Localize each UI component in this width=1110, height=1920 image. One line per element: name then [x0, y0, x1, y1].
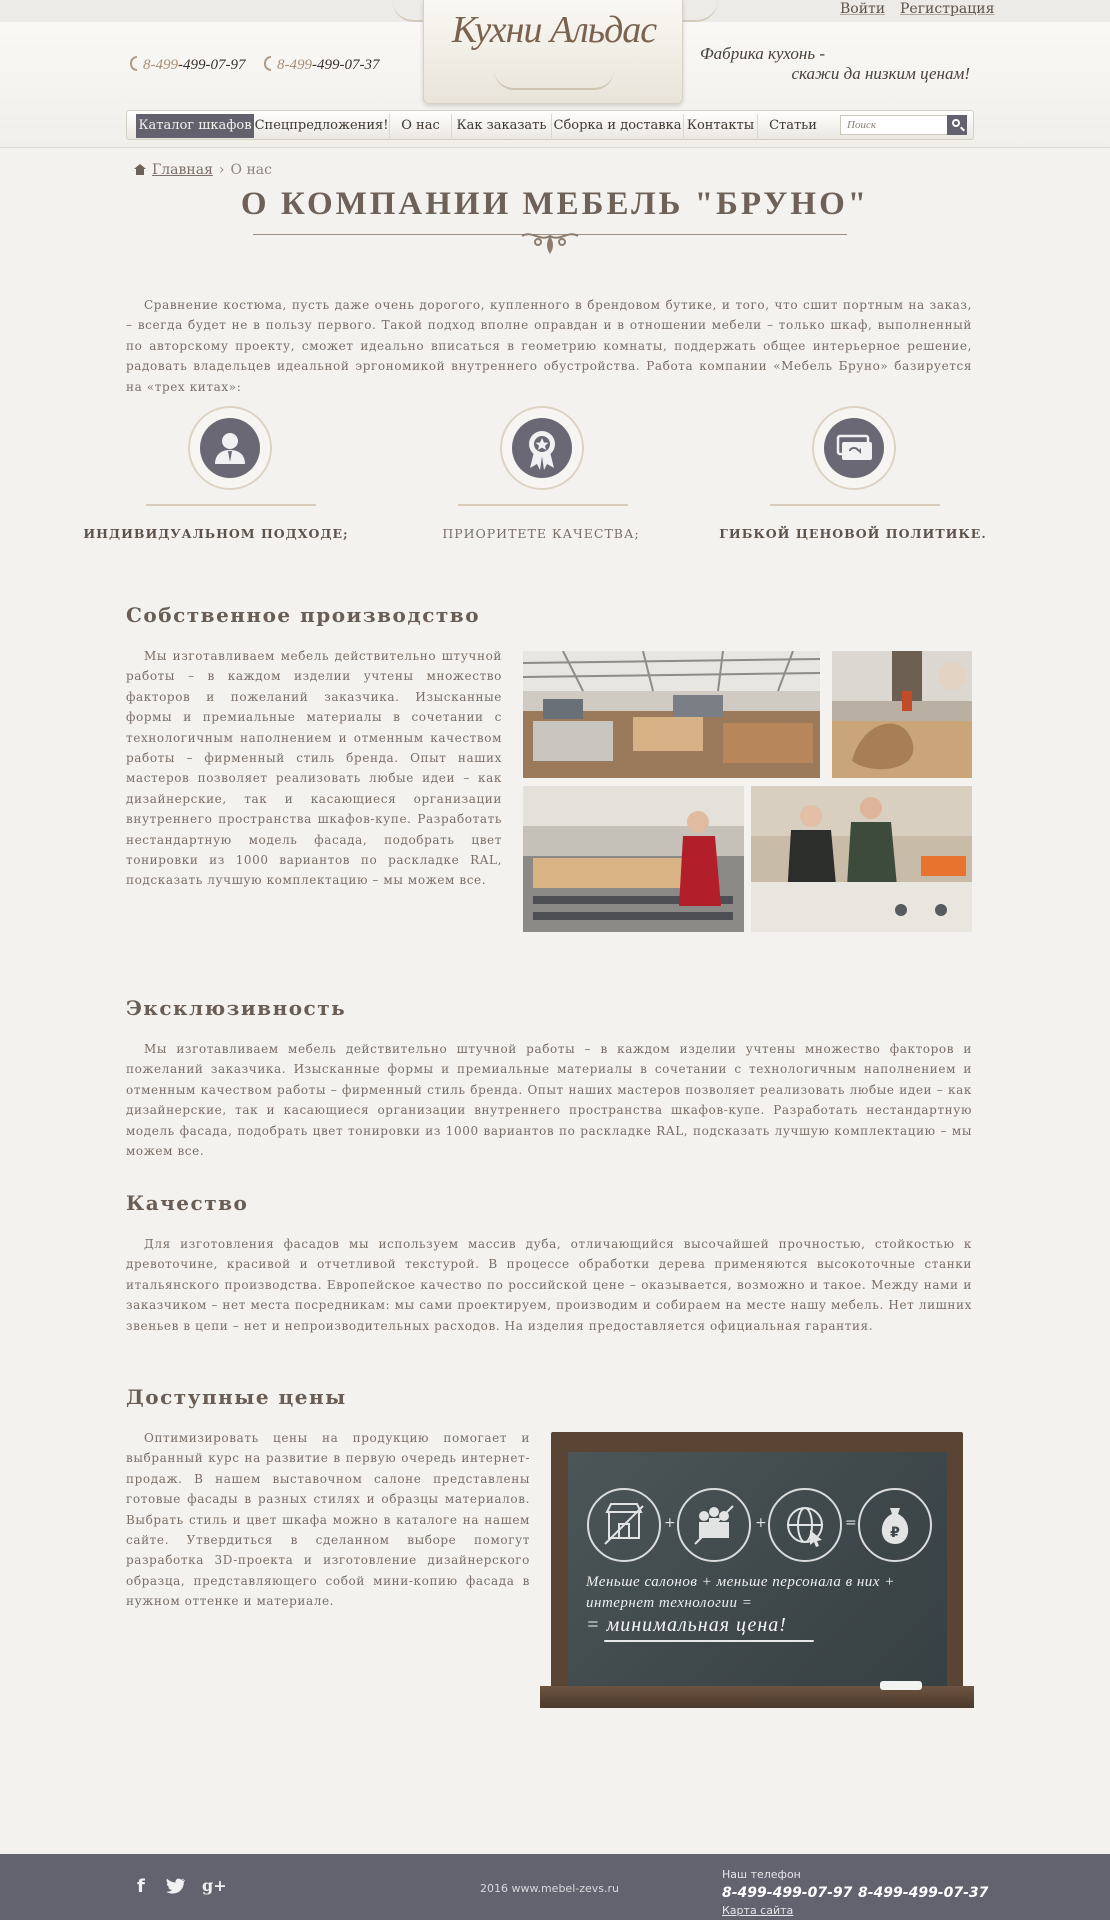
footer-phone-1: 8-499-499-07-97	[722, 1885, 853, 1901]
nav-item-catalog[interactable]: Каталог шкафов	[136, 114, 254, 138]
chalk-piece	[880, 1681, 922, 1690]
intro-text: Сравнение костюма, пусть даже очень дорогого, купленного в брендовом бутике, и того, что сшит портным на заказ, – всегда будет не в пользу первого. Такой подход вполне оправдан и в отношении мебели – только шкаф, выполненный по авторскому проекту, сможет идеально вписаться в геометрию комнаты, поддержать общее интерьерное решение, радовать владельцев идеальной эргономикой внутреннего обустройства. Работа компании «Мебель Бруно» базируется на «трех китах»:	[126, 298, 972, 394]
nav-item-about[interactable]: О нас	[390, 114, 452, 138]
register-link[interactable]: Регистрация	[900, 1, 995, 17]
facebook-icon[interactable]: f	[137, 1876, 145, 1897]
main-nav	[126, 110, 974, 140]
twitter-icon[interactable]	[166, 1878, 186, 1894]
page-title: О КОМПАНИИ МЕБЕЛЬ "БРУНО"	[240, 186, 870, 222]
header-phone-1: 8-499-499-07-97	[130, 56, 246, 74]
chalkboard-text: Меньше салонов + меньше персонала в них + интернет технологии =	[586, 1574, 895, 1611]
person-icon	[200, 418, 260, 478]
chalk-money-bag-icon	[858, 1488, 932, 1562]
logo-text: Кухни Альдас	[451, 9, 657, 51]
pillar-label-quality: ПРИОРИТЕТЕ КАЧЕСТВА;	[442, 526, 640, 541]
factory-photo-hall	[523, 651, 820, 778]
breadcrumb-separator: ›	[218, 162, 225, 178]
site-header	[0, 0, 1110, 148]
factory-photo-cnc	[832, 651, 972, 778]
section-text-prices: Оптимизировать цены на продукцию помогает и выбранный курс на развитие в первую очередь интернет-продаж. В нашем выставочном салоне представлены готовые фасады в разных стилях и образцы материалов. Выбрать стиль и цвет шкафа можно в каталоге на нашем сайте. Утвердиться в сделанном выборе помогут разработка 3D-проекта и изготовление дизайнерского образца, представляющего собой мини-копию фасада в нужном оттенке и материале.	[126, 1431, 530, 1609]
breadcrumb-current: О нас	[230, 162, 272, 178]
slogan: Фабрика кухонь - скажи да низким ценам!	[700, 44, 970, 83]
home-icon	[134, 164, 146, 175]
breadcrumb-home-link[interactable]: Главная	[152, 162, 213, 178]
breadcrumb	[134, 162, 272, 178]
site-logo[interactable]	[423, 0, 683, 104]
chalk-globe-icon	[768, 1488, 842, 1562]
copyright: 2016 www.mebel-zevs.ru	[480, 1882, 619, 1895]
chalk-operator: =	[845, 1515, 857, 1531]
pillar-ornament	[770, 486, 940, 506]
phone-icon	[264, 56, 271, 71]
phone-icon	[130, 56, 137, 71]
chalk-operator: +	[755, 1515, 767, 1531]
svg-text:₽: ₽	[890, 1525, 900, 1541]
pillar-ornament	[146, 486, 316, 506]
section-title-exclusive: Эксклюзивность	[126, 996, 347, 1020]
logo-ornament	[494, 70, 614, 90]
google-plus-icon[interactable]: g+	[202, 1876, 227, 1895]
title-ornament	[518, 228, 582, 258]
pillar-label-individual: ИНДИВИДУАЛЬНОМ ПОДХОДЕ;	[83, 526, 349, 541]
pillar-ornament	[458, 486, 628, 506]
factory-photo-team	[751, 786, 972, 932]
pillar-circle-pricing	[812, 406, 896, 490]
award-medal-icon	[512, 418, 572, 478]
footer-phone-2: 8-499-499-07-37	[858, 1885, 989, 1901]
section-text-quality: Для изготовления фасадов мы используем массив дуба, отличающийся высочайшей прочностью, стойкостью к древоточине, красивой и отчетливой текстурой. В процессе обработки дерева применяются высокоточные станки итальянского производства. Европейское качество по российской цене – оказывается, возможно и такое. Между нами и заказчиком – нет места посредникам: мы сами проектируем, производим и собираем на месте нашу мебель. Нет лишних звеньев в цепи – нет и непроизводительных расходов. На изделия предоставляется официальная гарантия.	[126, 1237, 972, 1333]
nav-item-articles[interactable]: Статьи	[769, 118, 817, 133]
chalk-store-icon	[587, 1488, 661, 1562]
nav-item-special-offers[interactable]: Спецпредложения!	[254, 114, 390, 138]
header-phone-2: 8-499-499-07-37	[264, 56, 380, 74]
section-title-production: Собственное производство	[126, 603, 481, 627]
nav-item-how-to-order[interactable]: Как заказать	[452, 114, 552, 138]
chalkboard-underline	[604, 1640, 814, 1642]
sitemap-link[interactable]: Карта сайта	[722, 1904, 794, 1917]
search-button[interactable]	[947, 115, 967, 135]
chalkboard-result: = минимальная цена!	[586, 1614, 787, 1636]
search-input[interactable]: Поиск	[840, 115, 966, 135]
login-link[interactable]: Войти	[840, 1, 886, 17]
pillar-circle-quality	[500, 406, 584, 490]
section-title-prices: Доступные цены	[126, 1385, 347, 1409]
chalk-staff-icon	[677, 1488, 751, 1562]
nav-item-assembly-delivery[interactable]: Сборка и доставка	[552, 114, 684, 138]
factory-photo-worker	[523, 786, 744, 932]
pillar-circle-individual	[188, 406, 272, 490]
nav-item-contacts[interactable]: Контакты	[684, 114, 758, 138]
section-text-exclusive: Мы изготавливаем мебель действительно штучной работы – в каждом изделии учтены множество факторов и пожеланий заказчика. Изысканные формы и премиальные материалы в сочетании с технологичным наполнением и отменным качеством работы – фирменный стиль бренда. Опыт наших мастеров позволяет реализовать любые идеи – как дизайнерские, так и касающиеся организации внутреннего пространства шкафов-купе. Разработать нестандартную модель фасада, подобрать цвет тонировки из 1000 вариантов по раскладке RAL, подсказать лучшую комплектацию – мы можем все.	[126, 1042, 972, 1159]
section-text-production: Мы изготавливаем мебель действительно штучной работы – в каждом изделии учтены множество факторов и пожеланий заказчика. Изысканные формы и премиальные материалы в сочетании с технологичным наполнением и отменным качеством работы – фирменный стиль бренда. Опыт наших мастеров позволяет реализовать любые идеи – как дизайнерские, так и касающиеся организации внутреннего пространства шкафов-купе. Разработать нестандартную модель фасада, подобрать цвет тонировки из 1000 вариантов по раскладке RAL, подсказать лучшую комплектацию – мы можем все.	[126, 649, 502, 888]
section-title-quality: Качество	[126, 1191, 249, 1215]
site-footer	[0, 1854, 1110, 1920]
pillar-label-pricing: ГИБКОЙ ЦЕНОВОЙ ПОЛИТИКЕ.	[719, 526, 987, 541]
search-icon	[952, 119, 960, 127]
chalk-operator: +	[664, 1515, 676, 1531]
footer-phone-label: Наш телефон	[722, 1868, 801, 1881]
money-exchange-icon	[824, 418, 884, 478]
